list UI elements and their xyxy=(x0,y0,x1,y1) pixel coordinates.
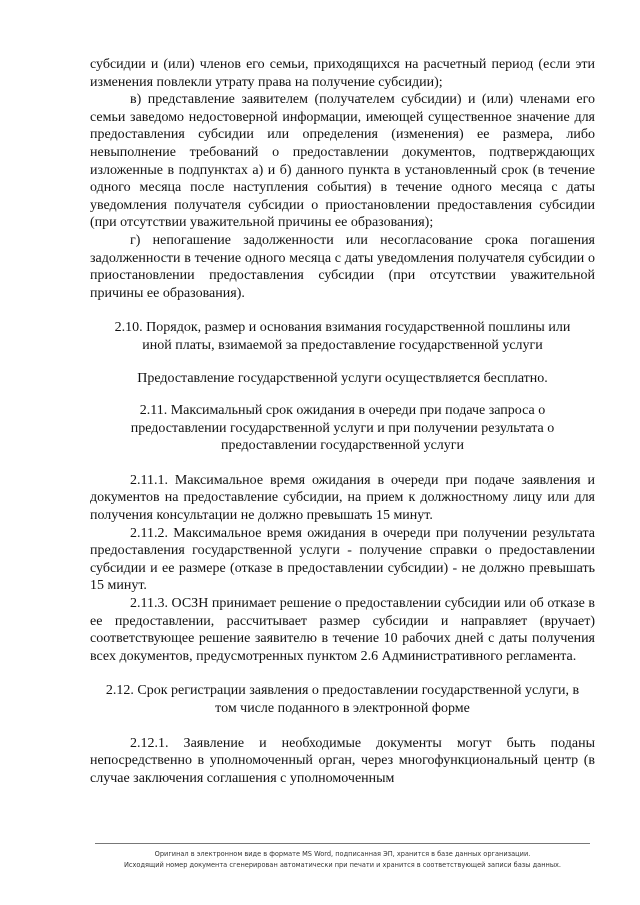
paragraph-item-g: г) непогашение задолженности или несогласование срока погашения задолженности в течение одного месяца с даты уведомления получателя субсидии о приостановлении предоставления субсидии (при отсутствии уважительной причины ее образования). xyxy=(90,232,595,301)
document-body xyxy=(90,56,595,787)
footer-original-note: Оригинал в электронном виде в формате MS Word, подписанная ЭП, хранится в базе данных организации. xyxy=(154,850,531,858)
section-heading-2-11: 2.11. Максимальный срок ожидания в очереди при подаче запроса о предоставлении государственной услуги и при получении результата о предоставлении государственной услуги xyxy=(130,403,555,454)
paragraph-2-11-3: 2.11.3. ОСЗН принимает решение о предоставлении субсидии или об отказе в ее предоставлении, рассчитывает размер субсидии и направляет (вручает) соответствующее решение заявителю в течение 10 рабочих дней с даты получения всех документов, предусмотренных пунктом 2.6 Административного регламента. xyxy=(90,596,595,664)
paragraph-free-service: Предоставление государственной услуги осуществляется бесплатно. xyxy=(137,370,548,386)
paragraph-2-12-1: 2.12.1. Заявление и необходимые документы могут быть поданы непосредственно в уполномоченный орган, через многофункциональный центр (в случае заключения соглашения с уполномоченным xyxy=(90,735,595,786)
section-heading-2-12: 2.12. Срок регистрации заявления о предоставлении государственной услуги, в том числе поданного в электронной форме xyxy=(105,683,580,716)
section-heading-2-10: 2.10. Порядок, размер и основания взимания государственной пошлины или иной платы, взимаемой за предоставление государственной услуги xyxy=(114,320,571,353)
paragraph-continuation: субсидии и (или) членов его семьи, приходящихся на расчетный период (если эти изменения повлекли утрату права на получение субсидии); xyxy=(90,57,595,90)
paragraph-2-11-2: 2.11.2. Максимальное время ожидания в очереди при получении результата предоставления государственной услуги - получение справки о предоставлении субсидии и ее размере (отказе в предоставлении субсидии) - не должно превышать 15 минут. xyxy=(90,525,595,594)
footer-number-note: Исходящий номер документа сгенерирован автоматически при печати и хранится в соответствующей записи базы данных. xyxy=(123,861,562,869)
paragraph-item-v: в) представление заявителем (получателем субсидии) и (или) членами его семьи заведомо недостоверной информации, имеющей существенное значение для предоставления субсидии или определения (изменения) ее размера, либо невыполнение требований о предоставлении документов, подтверждающих изложенные в подпунктах а) и б) данного пункта в установленный срок (в течение одного месяца после наступления события) в течение одного месяца с даты уведомления получателя субсидии о приостановлении предоставления субсидии (при отсутствии уважительной причины ее образования); xyxy=(90,92,595,231)
page-footer xyxy=(95,843,590,871)
paragraph-2-11-1: 2.11.1. Максимальное время ожидания в очереди при подаче заявления и документов на предоставление субсидии, на прием к должностному лицу или для получения консультации не должно превышать 15 минут. xyxy=(90,472,595,524)
